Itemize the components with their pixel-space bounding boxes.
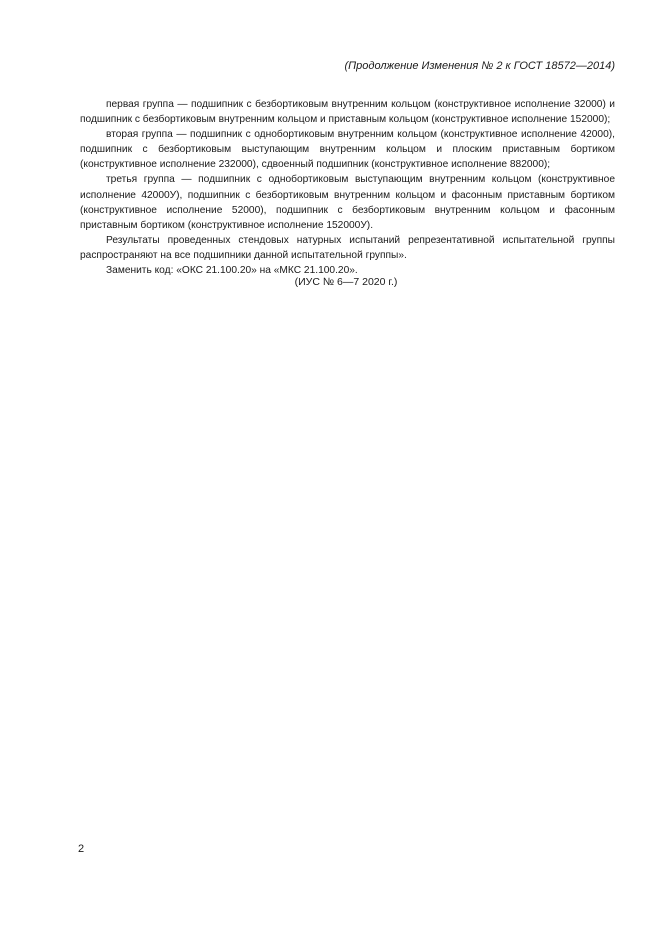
- paragraph-replace-code: Заменить код: «ОКС 21.100.20» на «МКС 21.100.20».: [106, 265, 358, 277]
- paragraph-group-1: первая группа — подшипник с безбортиковым внутренним кольцом (конструктивное исполнение 32000) и подшипник с безбортиковым внутренним кольцом и приставным кольцом (конструктивное исполнение 152000);: [80, 99, 615, 126]
- ius-reference: (ИУС № 6—7 2020 г.): [294, 276, 398, 288]
- page-number: 2: [78, 843, 85, 855]
- paragraph-group-3: третья группа — подшипник с однобортиковым выступающим внутренним кольцом (конструктивное исполнение 42000У), подшипник с безбортиковым внутренним кольцом и фасонным приставным бортиком (конструктивное исполнение 52000), подшипник с безбортиковым внутренним кольцом и фасонным приставным бортиком (конструктивное исполнение 152000У).: [80, 174, 615, 231]
- paragraph-group-2: вторая группа — подшипник с однобортиковым внутренним кольцом (конструктивное исполнение 42000), подшипник с безбортиковым выступающим внутренним кольцом и плоским приставным бортиком (конструктивное исполнение 232000), сдвоенный подшипник (конструктивное исполнение 882000);: [80, 129, 615, 171]
- document-body: [80, 97, 615, 278]
- continuation-header: (Продолжение Изменения № 2 к ГОСТ 18572—2014): [344, 60, 615, 72]
- paragraph-results: Результаты проведенных стендовых натурных испытаний репрезентативной испытательной группы распространяют на все подшипники данной испытательной группы».: [80, 234, 615, 261]
